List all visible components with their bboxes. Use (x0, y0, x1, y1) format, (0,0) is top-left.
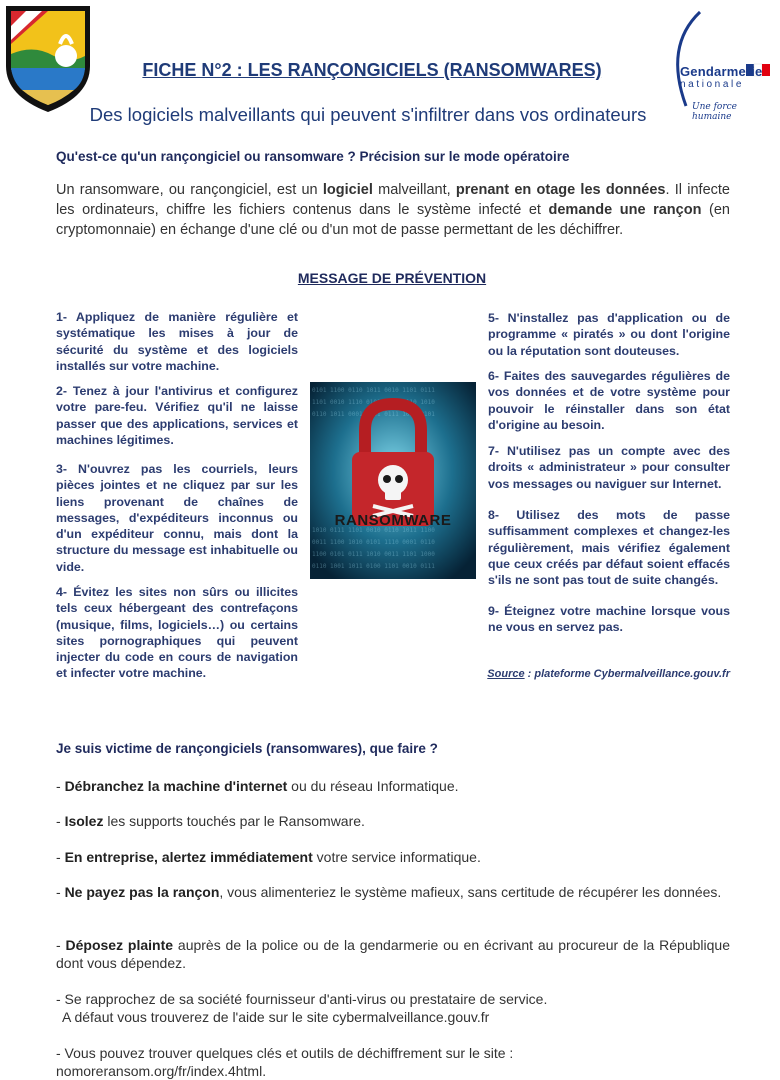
victim-step-1: - Débranchez la machine d'internet ou du réseau Informatique. (56, 778, 459, 794)
victim-step-6: - Se rapprochez de sa société fournisseur d'anti-virus ou prestataire de service. A défaut vous trouverez de l'aide sur le site cybermalveillance.gouv.fr (56, 991, 548, 1025)
image-label: RANSOMWARE (334, 512, 452, 529)
logo-tagline: Une force humaine (692, 102, 737, 122)
tip-3: 3- N'ouvrez pas les courriels, leurs pièces jointes et ne cliquez par sur les liens provenant de chaînes de messages, d'expéditeurs inconnus ou d'un expéditeur connu, mais dont la structure du message est inhabituelle ou vide. (56, 462, 298, 574)
tip-6: 6- Faites des sauvegardes régulières de vos données et de votre système pour pouvoir le réinstaller dans son état d'origine au besoin. (488, 369, 730, 432)
logo-line-1: Gendarmerie (680, 64, 763, 79)
svg-text:0101 1100 0110 1011 0010 1101: 0101 1100 0110 1011 0010 1101 0111 (312, 387, 435, 394)
tip-8: 8- Utilisez des mots de passe suffisamment complexes et changez-les régulièrement, mais vérifiez également que ceux créés par défaut soient effacés s'ils ne sont pas tout de suite changés. (488, 508, 730, 588)
victim-step-2: - Isolez les supports touchés par le Ransomware. (56, 813, 365, 829)
svg-text:0110 1001 1011 0100 1101 0010: 0110 1001 1011 0100 1101 0010 0111 (312, 563, 435, 570)
page-subtitle: Des logiciels malveillants qui peuvent s'infiltrer dans vos ordinateurs (89, 104, 647, 125)
tip-9: 9- Éteignez votre machine lorsque vous ne vous en servez pas. (488, 604, 730, 635)
victim-step-4: - Ne payez pas la rançon, vous alimenteriez le système mafieux, sans certitude de récupérer les données. (56, 884, 722, 900)
svg-text:0110 1011 0001 1101 0111 1000: 0110 1011 0001 1101 0111 1000 0101 (312, 411, 435, 418)
logo-line-2: nationale (680, 79, 744, 90)
regional-crest (4, 4, 92, 114)
page-title: FICHE N°2 : LES RANÇONGICIELS (RANSOMWARES) (142, 60, 602, 80)
victim-step-5: - Déposez plainte auprès de la police ou de la gendarmerie ou en écrivant au procureur de la République dont vous dépendez. (56, 937, 730, 971)
tip-2: 2- Tenez à jour l'antivirus et configurez votre pare-feu. Vérifiez qu'il ne laisse passer que des applications, services et machines légitimes. (56, 384, 298, 447)
tip-5: 5- N'installez pas d'application ou de programme « piratés » ou dont l'origine ou la réputation sont douteuses. (488, 311, 730, 358)
source-note: Source : plateforme Cybermalveillance.gouv.fr (487, 668, 730, 680)
victim-step-3: - En entreprise, alertez immédiatement votre service informatique. (56, 849, 481, 865)
svg-text:1100 0101 0111 1010 0011 1101: 1100 0101 0111 1010 0011 1101 1000 (312, 551, 435, 558)
svg-text:1101 0010 1110 0101 1001 0110: 1101 0010 1110 0101 1001 0110 1010 (312, 399, 435, 406)
victim-step-7: - Vous pouvez trouver quelques clés et outils de déchiffrement sur le site : nomoreransom.org/fr/index.4html. (56, 1045, 514, 1079)
tip-7: 7- N'utilisez pas un compte avec des droits « administrateur » pour consulter vos messages ou naviguer sur Internet. (488, 444, 730, 491)
svg-text:0011 1100 1010 0101 1110 0001: 0011 1100 1010 0101 1110 0001 0110 (312, 539, 435, 546)
victim-heading: Je suis victime de rançongiciels (ransomwares), que faire ? (56, 741, 438, 756)
padlock-skull-icon (310, 382, 476, 579)
prevention-title: MESSAGE DE PRÉVENTION (297, 270, 487, 286)
tip-1: 1- Appliquez de manière régulière et systématique les mises à jour de sécurité du système et des logiciels installés sur votre machine. (56, 310, 298, 373)
regional-crest-icon (4, 4, 92, 114)
tip-4: 4- Évitez les sites non sûrs ou illicites tels ceux hébergeant des contrefaçons (musique, films, logiciels…) ou certains sites pornographiques qui peuvent injecter du code en cours de navigation et infecter votre machine. (56, 585, 298, 681)
svg-text:1010 0111 1101 0010 0110 1011: 1010 0111 1101 0010 0110 1011 1100 (312, 527, 435, 534)
ransomware-image (310, 382, 476, 579)
intro-heading: Qu'est-ce qu'un rançongiciel ou ransomware ? Précision sur le mode opératoire (56, 149, 570, 164)
intro-paragraph: Un ransomware, ou rançongiciel, est un logiciel malveillant, prenant en otage les données. Il infecte les ordinateurs, chiffre les fichiers contenus dans le système infecté et demande une rançon (en cryptomonnaie) en échange d'une clé ou d'un mot de passe permettant de les déchiffrer. (56, 182, 730, 238)
